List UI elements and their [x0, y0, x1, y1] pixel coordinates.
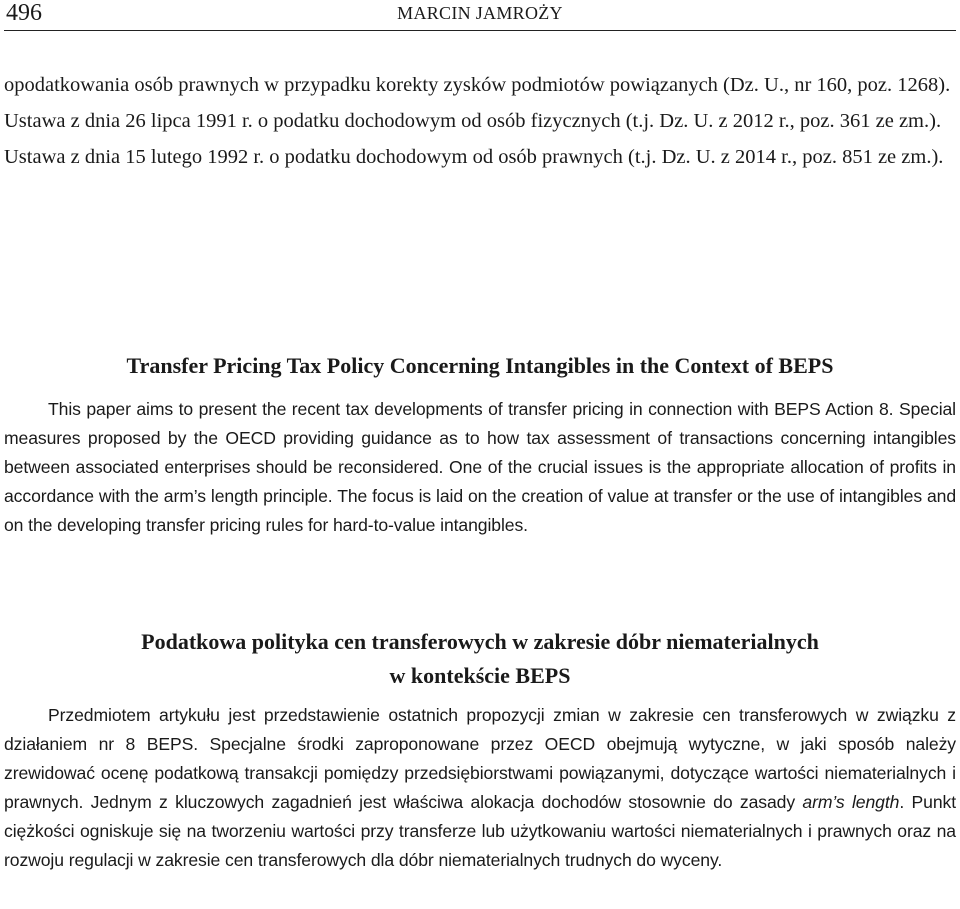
reference-item: opodatkowania osób prawnych w przypadku korekty zysków podmiotów powiązanych (Dz. U., nr 160, poz. 1268). — [4, 74, 951, 96]
summary-pl-abstract — [4, 701, 956, 875]
summary-english — [4, 349, 956, 540]
header-rule — [4, 30, 956, 31]
reference-item: Ustawa z dnia 15 lutego 1992 r. o podatku dochodowym od osób prawnych (t.j. Dz. U. z 2014 r., poz. 851 ze zm.). — [4, 146, 944, 168]
reference-list — [4, 70, 956, 172]
running-header — [0, 0, 960, 34]
summary-en-title: Transfer Pricing Tax Policy Concerning Intangibles in the Context of BEPS — [126, 353, 834, 378]
summary-pl-title-line1: Podatkowa polityka cen transferowych w zakresie dóbr niematerialnych — [141, 629, 819, 654]
summary-pl-abstract-text: Przedmiotem artykułu jest przedstawienie ostatnich propozycji zmian w zakresie cen transferowych w związku z działaniem nr 8 BEPS. Specjalne środki zaproponowane przez OECD obejmują wytyczne, w jaki sposób należy zrewidować ocenę podatkową transakcji pomiędzy przedsiębiorstwami powiązanymi, dotyczące wartości niematerialnych i prawnych. Jednym z kluczowych zagadnień jest właściwa alokacja dochodów stosownie do zasady — [4, 705, 956, 812]
summary-pl-abstract-italic: arm’s length — [802, 792, 900, 812]
summary-pl-title-line2: w kontekście BEPS — [389, 663, 571, 688]
summary-pl-abstract-text-end: . Punkt ciężkości ogniskuje się na tworzeniu wartości przy transferze lub użytkowaniu wartości niematerialnych i prawnych oraz na rozwoju regulacji w zakresie cen transferowych dla dóbr niematerialnych trudnych do wyceny. — [4, 792, 956, 870]
summary-pl-title — [4, 625, 956, 693]
summary-en-abstract: This paper aims to present the recent tax developments of transfer pricing in connection with BEPS Action 8. Special measures proposed by the OECD providing guidance as to how tax assessment of transactions concerning intangibles between associated enterprises should be reconsidered. One of the crucial issues is the appropriate allocation of profits in accordance with the arm’s length principle. The focus is laid on the creation of value at transfer or the use of intangibles and on the developing transfer pricing rules for hard-to-value intangibles. — [4, 399, 956, 535]
summary-polish — [4, 625, 956, 875]
running-head-author: MARCIN JAMROŻY — [397, 3, 563, 23]
page-number: 496 — [6, 0, 42, 26]
reference-item: Ustawa z dnia 26 lipca 1991 r. o podatku dochodowym od osób fizycznych (t.j. Dz. U. z 2012 r., poz. 361 ze zm.). — [4, 110, 942, 132]
